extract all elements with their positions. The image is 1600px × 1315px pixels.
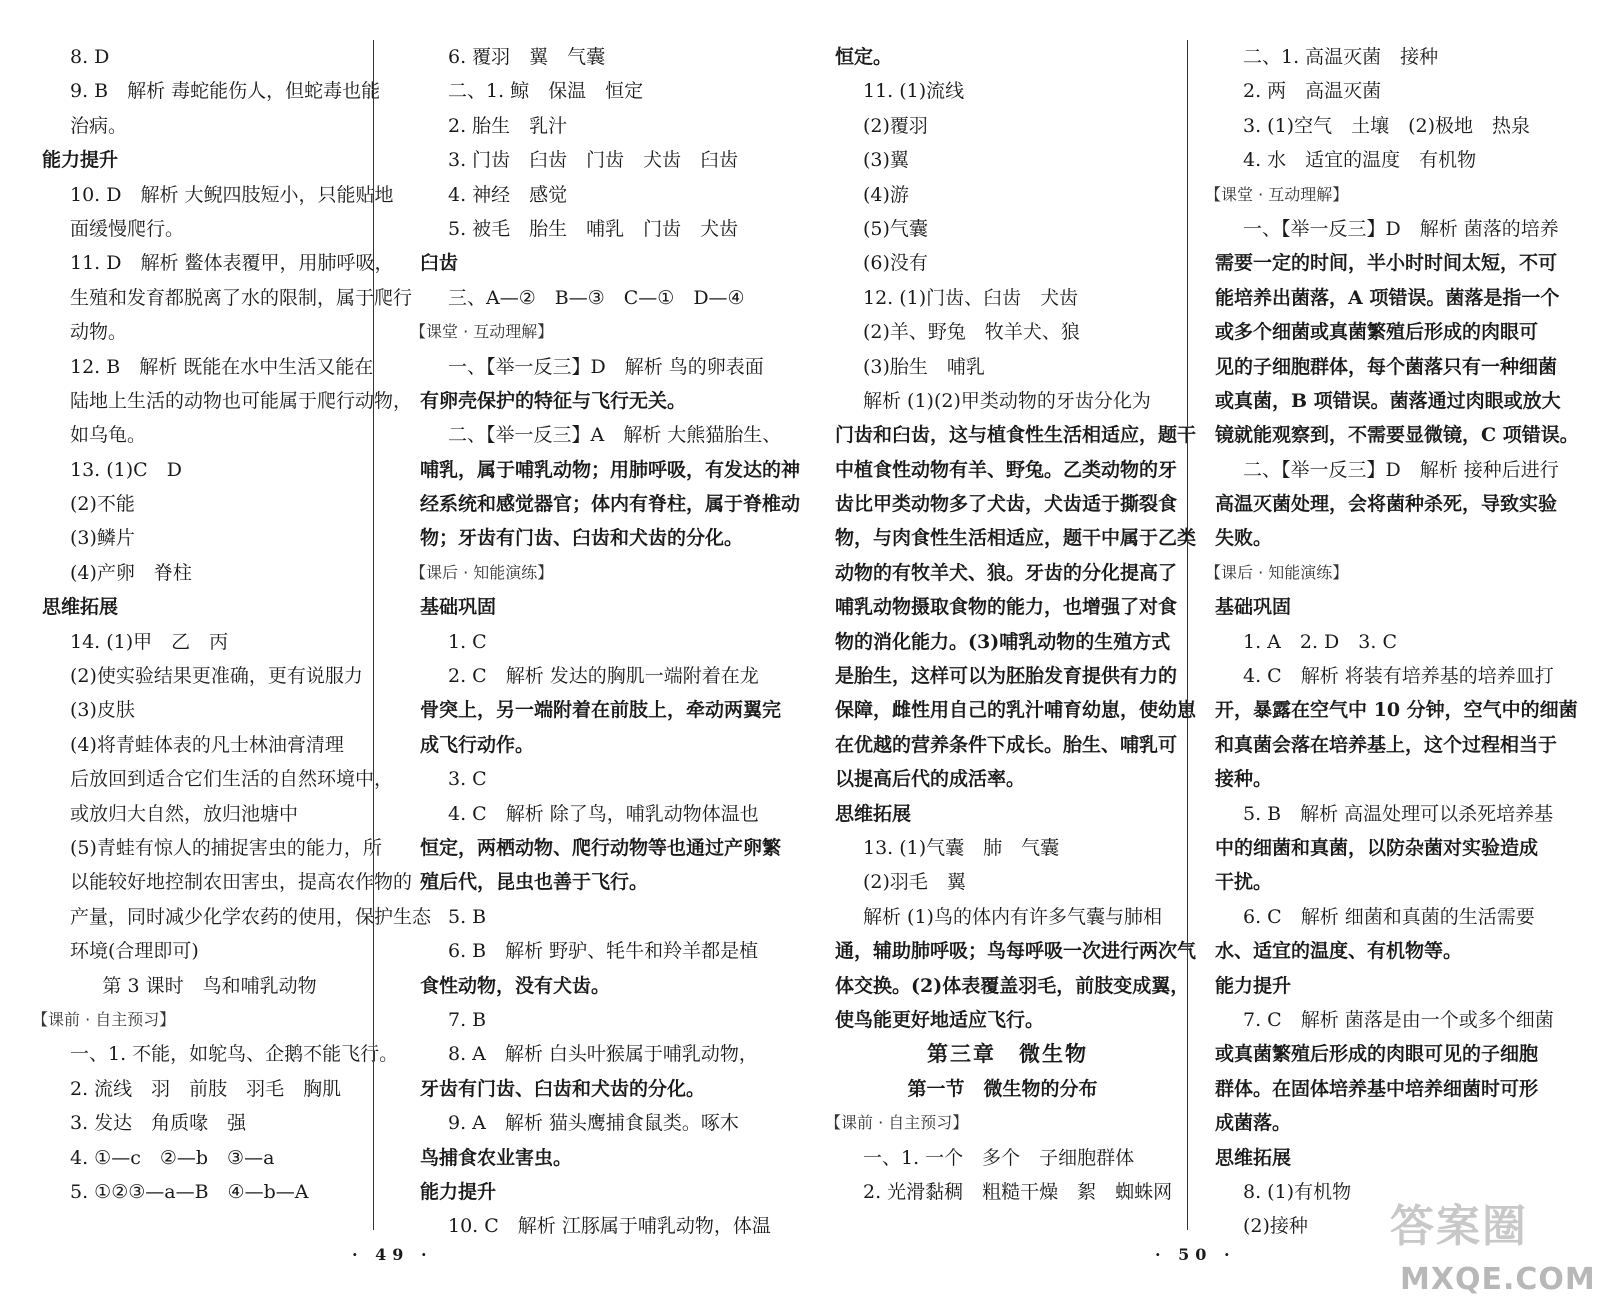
text-line: 保障，雌性用自己的乳汁哺育幼崽，使幼崽 bbox=[835, 699, 1197, 722]
text-line: (3)翼 bbox=[863, 149, 909, 172]
text-line: 10. D 解析 大鲵四肢短小，只能贴地 bbox=[70, 183, 394, 206]
text-line: 13. (1)C D bbox=[70, 458, 182, 481]
text-line: 4. C 解析 将装有培养基的培养皿打 bbox=[1243, 665, 1554, 688]
text-line: 通，辅助肺呼吸；鸟每呼吸一次进行两次气 bbox=[835, 940, 1197, 963]
text-line: 臼齿 bbox=[420, 252, 459, 275]
text-line: 12. (1)门齿、臼齿 犬齿 bbox=[863, 286, 1079, 309]
column-1 bbox=[32, 40, 432, 1209]
text-line: 第 3 课时 鸟和哺乳动物 bbox=[102, 974, 317, 997]
text-line: 【课堂 · 互动理解】 bbox=[1205, 184, 1349, 204]
text-line: 见的子细胞群体，每个菌落只有一种细菌 bbox=[1215, 355, 1558, 378]
text-line: 在优越的营养条件下成长。胎生、哺乳可 bbox=[835, 733, 1178, 756]
text-line: 物的消化能力。(3)哺乳动物的生殖方式 bbox=[835, 630, 1171, 653]
text-line: (2)羊、野兔 牧羊犬、狼 bbox=[863, 321, 1080, 344]
text-line: 12. B 解析 既能在水中生活又能在 bbox=[70, 355, 374, 378]
text-line: 面缓慢爬行。 bbox=[70, 217, 185, 240]
text-line: 【课后 · 知能演练】 bbox=[410, 562, 554, 582]
text-line: (4)产卵 脊柱 bbox=[70, 561, 192, 584]
text-line: 5. ①②③—a—B ④—b—A bbox=[70, 1180, 309, 1203]
text-line: 2. 流线 羽 前肢 羽毛 胸肌 bbox=[70, 1077, 342, 1100]
text-line: 水、适宜的温度、有机物等。 bbox=[1215, 940, 1463, 963]
text-line: 7. B bbox=[448, 1008, 487, 1031]
text-line: 二、1. 高温灭菌 接种 bbox=[1243, 46, 1439, 68]
text-line: 如乌龟。 bbox=[70, 424, 147, 447]
text-line: 6. 覆羽 翼 气囊 bbox=[448, 46, 606, 68]
text-line: 产量，同时减少化学农药的使用，保护生态 bbox=[70, 905, 432, 928]
text-line: 以提高后代的成活率。 bbox=[835, 768, 1026, 791]
watermark-url: MXQE.COM bbox=[1400, 1262, 1596, 1297]
text-line: 4. 水 适宜的温度 有机物 bbox=[1243, 149, 1477, 172]
text-line: (4)游 bbox=[863, 183, 909, 206]
text-line: (3)鳞片 bbox=[70, 527, 135, 550]
text-line: 哺乳动物摄取食物的能力，也增强了对食 bbox=[835, 596, 1178, 619]
text-line: 齿比甲类动物多了犬齿，犬齿适于撕裂食 bbox=[835, 493, 1178, 516]
text-line: 以能较好地控制农田害虫，提高农作物的 bbox=[70, 871, 413, 894]
text-line: 5. B 解析 高温处理可以杀死培养基 bbox=[1243, 802, 1554, 825]
text-line: 8. D bbox=[70, 46, 110, 68]
text-line: 和真菌会落在培养基上，这个过程相当于 bbox=[1215, 733, 1558, 756]
text-line: 二、【举一反三】D 解析 接种后进行 bbox=[1243, 458, 1559, 481]
text-line: 恒定。 bbox=[835, 46, 893, 68]
text-line: 二、【举一反三】A 解析 大熊猫胎生、 bbox=[448, 424, 782, 447]
text-line: 【课后 · 知能演练】 bbox=[1205, 562, 1349, 582]
text-line: 10. C 解析 江豚属于哺乳动物，体温 bbox=[448, 1215, 771, 1238]
text-line: (6)没有 bbox=[863, 252, 928, 275]
text-line: 5. B bbox=[448, 905, 487, 928]
text-line: 鸟捕食农业害虫。 bbox=[420, 1146, 573, 1169]
text-line: 6. C 解析 细菌和真菌的生活需要 bbox=[1243, 905, 1535, 928]
text-line: 解析 (1)(2)甲类动物的牙齿分化为 bbox=[863, 389, 1151, 412]
text-line: 三、A—② B—③ C—① D—④ bbox=[448, 286, 745, 309]
column-4 bbox=[1205, 40, 1579, 1244]
text-line: 3. (1)空气 土壤 (2)极地 热泉 bbox=[1243, 114, 1530, 137]
text-line: 一、1. 一个 多个 子细胞群体 bbox=[863, 1146, 1135, 1169]
column-divider bbox=[1187, 40, 1188, 1230]
text-line: 2. 胎生 乳汁 bbox=[448, 114, 568, 137]
text-line: (2)接种 bbox=[1243, 1215, 1308, 1238]
text-line: 经系统和感觉器官；体内有脊柱，属于脊椎动 bbox=[420, 493, 801, 516]
text-line: 物，与肉食性生活相适应，题干中属于乙类 bbox=[835, 527, 1197, 550]
text-line: 开，暴露在空气中 10 分钟，空气中的细菌 bbox=[1215, 699, 1578, 722]
text-line: 干扰。 bbox=[1215, 871, 1273, 894]
text-line: 哺乳，属于哺乳动物；用肺呼吸，有发达的神 bbox=[420, 458, 801, 481]
text-line: 11. D 解析 鳖体表覆甲，用肺呼吸， bbox=[70, 252, 394, 275]
text-line: 3. C bbox=[448, 768, 487, 791]
column-divider bbox=[373, 40, 374, 1230]
watermark-logo: 答案圈 bbox=[1390, 1201, 1528, 1252]
text-line: 能力提升 bbox=[1215, 974, 1292, 997]
text-line: 6. B 解析 野驴、牦牛和羚羊都是植 bbox=[448, 940, 759, 963]
text-line: (4)将青蛙体表的凡士林油膏清理 bbox=[70, 733, 344, 756]
text-line: 动物的有牧羊犬、狼。牙齿的分化提高了 bbox=[835, 561, 1178, 584]
text-line: 或真菌繁殖后形成的肉眼可见的子细胞 bbox=[1215, 1043, 1539, 1066]
text-line: 陆地上生活的动物也可能属于爬行动物， bbox=[70, 389, 413, 412]
column-2 bbox=[410, 40, 801, 1244]
text-line: (5)青蛙有惊人的捕捉害虫的能力，所 bbox=[70, 836, 382, 859]
text-line: 2. C 解析 发达的胸肌一端附着在龙 bbox=[448, 665, 759, 688]
text-line: (2)使实验结果更准确，更有说服力 bbox=[70, 665, 363, 688]
text-line: 恒定，两栖动物、爬行动物等也通过产卵繁 bbox=[420, 836, 782, 859]
text-line: 有卵壳保护的特征与飞行无关。 bbox=[420, 389, 687, 412]
text-line: (5)气囊 bbox=[863, 217, 928, 240]
text-line: 基础巩固 bbox=[420, 596, 497, 619]
text-line: 骨突上，另一端附着在前肢上，牵动两翼完 bbox=[420, 699, 782, 722]
text-line: 群体。在固体培养基中培养细菌时可形 bbox=[1215, 1077, 1539, 1100]
text-line: 或多个细菌或真菌繁殖后形成的肉眼可 bbox=[1215, 321, 1539, 344]
text-line: (3)皮肤 bbox=[70, 699, 135, 722]
text-line: 5. 被毛 胎生 哺乳 门齿 犬齿 bbox=[448, 217, 739, 240]
text-line: 11. (1)流线 bbox=[863, 80, 965, 103]
text-line: 基础巩固 bbox=[1215, 596, 1292, 619]
text-line: 9. A 解析 猫头鹰捕食鼠类。啄木 bbox=[448, 1112, 739, 1135]
text-line: 环境(合理即可) bbox=[70, 940, 199, 963]
text-line: 使鸟能更好地适应飞行。 bbox=[835, 1008, 1045, 1031]
text-line: (2)不能 bbox=[70, 493, 135, 516]
text-line: (2)羽毛 翼 bbox=[863, 871, 966, 894]
page-number-left: · 49 · bbox=[352, 1245, 433, 1264]
text-line: 解析 (1)鸟的体内有许多气囊与肺相 bbox=[863, 905, 1162, 928]
text-line: 是胎生，这样可以为胚胎发育提供有力的 bbox=[835, 665, 1178, 688]
text-line: 成菌落。 bbox=[1215, 1112, 1292, 1135]
text-line: 【课堂 · 互动理解】 bbox=[410, 322, 554, 342]
text-line: 1. C bbox=[448, 630, 487, 653]
text-line: 7. C 解析 菌落是由一个或多个细菌 bbox=[1243, 1008, 1554, 1031]
text-line: (3)胎生 哺乳 bbox=[863, 355, 985, 378]
text-line: 3. 发达 角质喙 强 bbox=[70, 1112, 247, 1135]
text-line: 生殖和发育都脱离了水的限制，属于爬行 bbox=[70, 286, 413, 309]
text-line: 牙齿有门齿、臼齿和犬齿的分化。 bbox=[420, 1077, 706, 1100]
text-line: 4. ①—c ②—b ③—a bbox=[70, 1146, 275, 1169]
text-line: 一、【举一反三】D 解析 菌落的培养 bbox=[1243, 217, 1559, 240]
text-line: 或放归大自然，放归池塘中 bbox=[70, 802, 299, 825]
text-line: 门齿和臼齿，这与植食性生活相适应，题干 bbox=[835, 424, 1197, 447]
text-line: 思维拓展 bbox=[1215, 1146, 1292, 1169]
text-line: 成飞行动作。 bbox=[420, 733, 535, 756]
text-line: 8. (1)有机物 bbox=[1243, 1180, 1352, 1203]
text-line: 中植食性动物有羊、野兔。乙类动物的牙 bbox=[835, 458, 1178, 481]
text-line: 需要一定的时间，半小时时间太短，不可 bbox=[1215, 252, 1558, 275]
text-line: 4. 神经 感觉 bbox=[448, 183, 568, 206]
text-line: 接种。 bbox=[1215, 768, 1273, 791]
text-line: 高温灭菌处理，会将菌种杀死，导致实验 bbox=[1215, 493, 1558, 516]
text-line: 【课前 · 自主预习】 bbox=[32, 1009, 176, 1029]
text-line: 一、【举一反三】D 解析 鸟的卵表面 bbox=[448, 355, 764, 378]
text-line: 体交换。(2)体表覆盖羽毛，前肢变成翼， bbox=[835, 974, 1190, 997]
text-line: 3. 门齿 臼齿 门齿 犬齿 臼齿 bbox=[448, 149, 739, 172]
text-line: 【课前 · 自主预习】 bbox=[825, 1113, 969, 1133]
text-line: 2. 两 高温灭菌 bbox=[1243, 80, 1382, 103]
text-line: 2. 光滑黏稠 粗糙干燥 絮 蜘蛛网 bbox=[863, 1180, 1173, 1203]
text-line: 第三章 微生物 bbox=[927, 1041, 1088, 1067]
text-line: 第一节 微生物的分布 bbox=[907, 1077, 1098, 1100]
text-line: 镜就能观察到，不需要显微镜，C 项错误。 bbox=[1215, 424, 1579, 447]
text-line: 二、1. 鲸 保温 恒定 bbox=[448, 80, 644, 103]
text-line: 食性动物，没有犬齿。 bbox=[420, 974, 611, 997]
text-line: 动物。 bbox=[70, 321, 128, 344]
text-line: 4. C 解析 除了鸟，哺乳动物体温也 bbox=[448, 802, 759, 825]
text-line: 13. (1)气囊 肺 气囊 bbox=[863, 836, 1060, 859]
text-line: 失败。 bbox=[1215, 527, 1273, 550]
text-line: 9. B 解析 毒蛇能伤人，但蛇毒也能 bbox=[70, 80, 381, 103]
text-line: (2)覆羽 bbox=[863, 114, 928, 137]
text-line: 物；牙齿有门齿、臼齿和犬齿的分化。 bbox=[420, 527, 744, 550]
text-line: 8. A 解析 白头叶猴属于哺乳动物， bbox=[448, 1043, 758, 1066]
text-line: 思维拓展 bbox=[42, 596, 119, 619]
text-line: 能力提升 bbox=[420, 1180, 497, 1203]
text-line: 一、1. 不能，如鸵鸟、企鹅不能飞行。 bbox=[70, 1043, 399, 1066]
text-line: 1. A 2. D 3. C bbox=[1243, 630, 1397, 653]
text-line: 思维拓展 bbox=[835, 802, 912, 825]
text-line: 能力提升 bbox=[42, 149, 119, 172]
text-line: 中的细菌和真菌，以防杂菌对实验造成 bbox=[1215, 836, 1539, 859]
text-line: 或真菌，B 项错误。菌落通过肉眼或放大 bbox=[1215, 389, 1561, 412]
text-line: 14. (1)甲 乙 丙 bbox=[70, 630, 229, 653]
column-3 bbox=[825, 40, 1197, 1209]
text-line: 治病。 bbox=[70, 114, 128, 137]
text-line: 殖后代，昆虫也善于飞行。 bbox=[420, 871, 649, 894]
text-line: 能培养出菌落，A 项错误。菌落是指一个 bbox=[1215, 286, 1560, 309]
text-line: 后放回到适合它们生活的自然环境中， bbox=[70, 768, 394, 791]
page-number-right: · 50 · bbox=[1155, 1245, 1236, 1264]
